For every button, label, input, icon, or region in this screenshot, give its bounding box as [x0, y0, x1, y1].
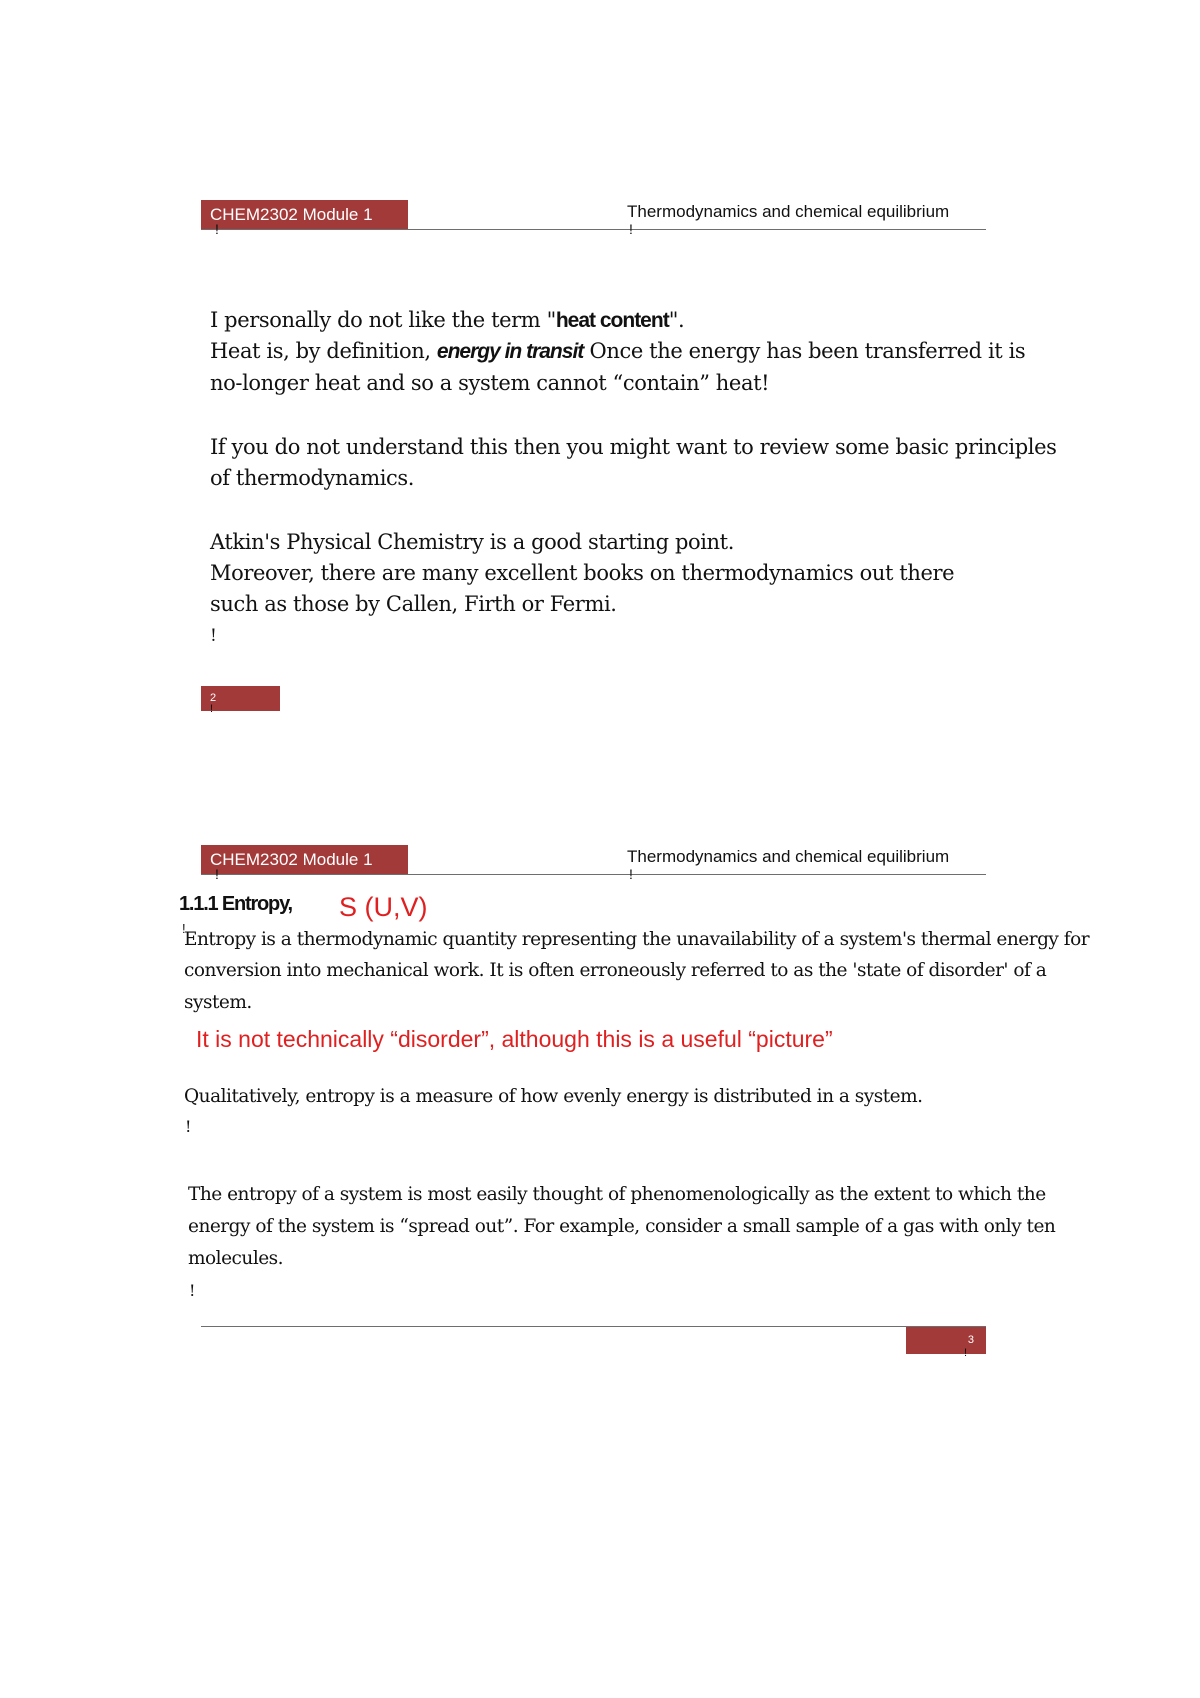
body-line: [210, 339, 1025, 364]
section-heading: 1.1.1 Entropy,: [179, 893, 292, 915]
text: Heat is, by definition,: [210, 339, 437, 363]
text: I personally do not like the term ": [210, 308, 556, 332]
field-marker: !: [210, 703, 214, 715]
body-line: such as those by Callen, Firth or Fermi.: [210, 592, 617, 616]
body-line: Atkin's Physical Chemistry is a good starting point.: [210, 530, 734, 554]
end-marker: !: [210, 626, 217, 646]
end-marker: !: [185, 1117, 191, 1136]
text: Once the energy has been transferred it is: [583, 339, 1026, 363]
page-number-box: [906, 1327, 986, 1354]
body-line: [210, 308, 684, 333]
footer-rule: [201, 1326, 986, 1327]
paragraph-line: The entropy of a system is most easily thought of phenomenologically as the extent to which the: [188, 1184, 1046, 1205]
emphasis: heat content: [555, 309, 669, 332]
paragraph-line: Entropy is a thermodynamic quantity representing the unavailability of a system's thermal energy for: [184, 929, 1090, 950]
field-marker: !: [215, 866, 219, 882]
module-label: CHEM2302 Module 1: [201, 200, 408, 230]
field-marker: !: [964, 1347, 968, 1359]
module-label: CHEM2302 Module 1: [201, 845, 408, 875]
body-line: of thermodynamics.: [210, 466, 415, 490]
field-marker: !: [182, 921, 186, 936]
body-line: If you do not understand this then you might want to review some basic principles: [210, 435, 1057, 459]
paragraph-line: system.: [184, 992, 252, 1013]
paragraph-line: Qualitatively, entropy is a measure of how evenly energy is distributed in a system.: [184, 1086, 923, 1107]
paragraph-line: conversion into mechanical work. It is often erroneously referred to as the 'state of disorder' of a: [184, 960, 1047, 981]
annotation-note: It is not technically “disorder”, although this is a useful “picture”: [196, 1026, 833, 1052]
field-marker: !: [629, 221, 633, 237]
field-marker: !: [629, 866, 633, 882]
document-title: Thermodynamics and chemical equilibrium: [627, 847, 950, 866]
page-number: 3: [967, 1334, 974, 1346]
section-symbol: S (U,V): [339, 892, 428, 922]
page-number: 2: [210, 692, 217, 704]
paragraph-line: energy of the system is “spread out”. For example, consider a small sample of a gas with only ten: [188, 1216, 1056, 1237]
header-rule: [201, 874, 986, 875]
body-line: no-longer heat and so a system cannot “contain” heat!: [210, 371, 770, 395]
header-rule: [201, 229, 986, 230]
document-title: Thermodynamics and chemical equilibrium: [627, 202, 950, 221]
field-marker: !: [215, 221, 219, 237]
text: ".: [668, 308, 685, 332]
paragraph-line: molecules.: [188, 1248, 284, 1269]
end-marker: !: [189, 1281, 195, 1300]
body-line: Moreover, there are many excellent books on thermodynamics out there: [210, 561, 955, 585]
emphasis: energy in transit: [436, 340, 584, 363]
